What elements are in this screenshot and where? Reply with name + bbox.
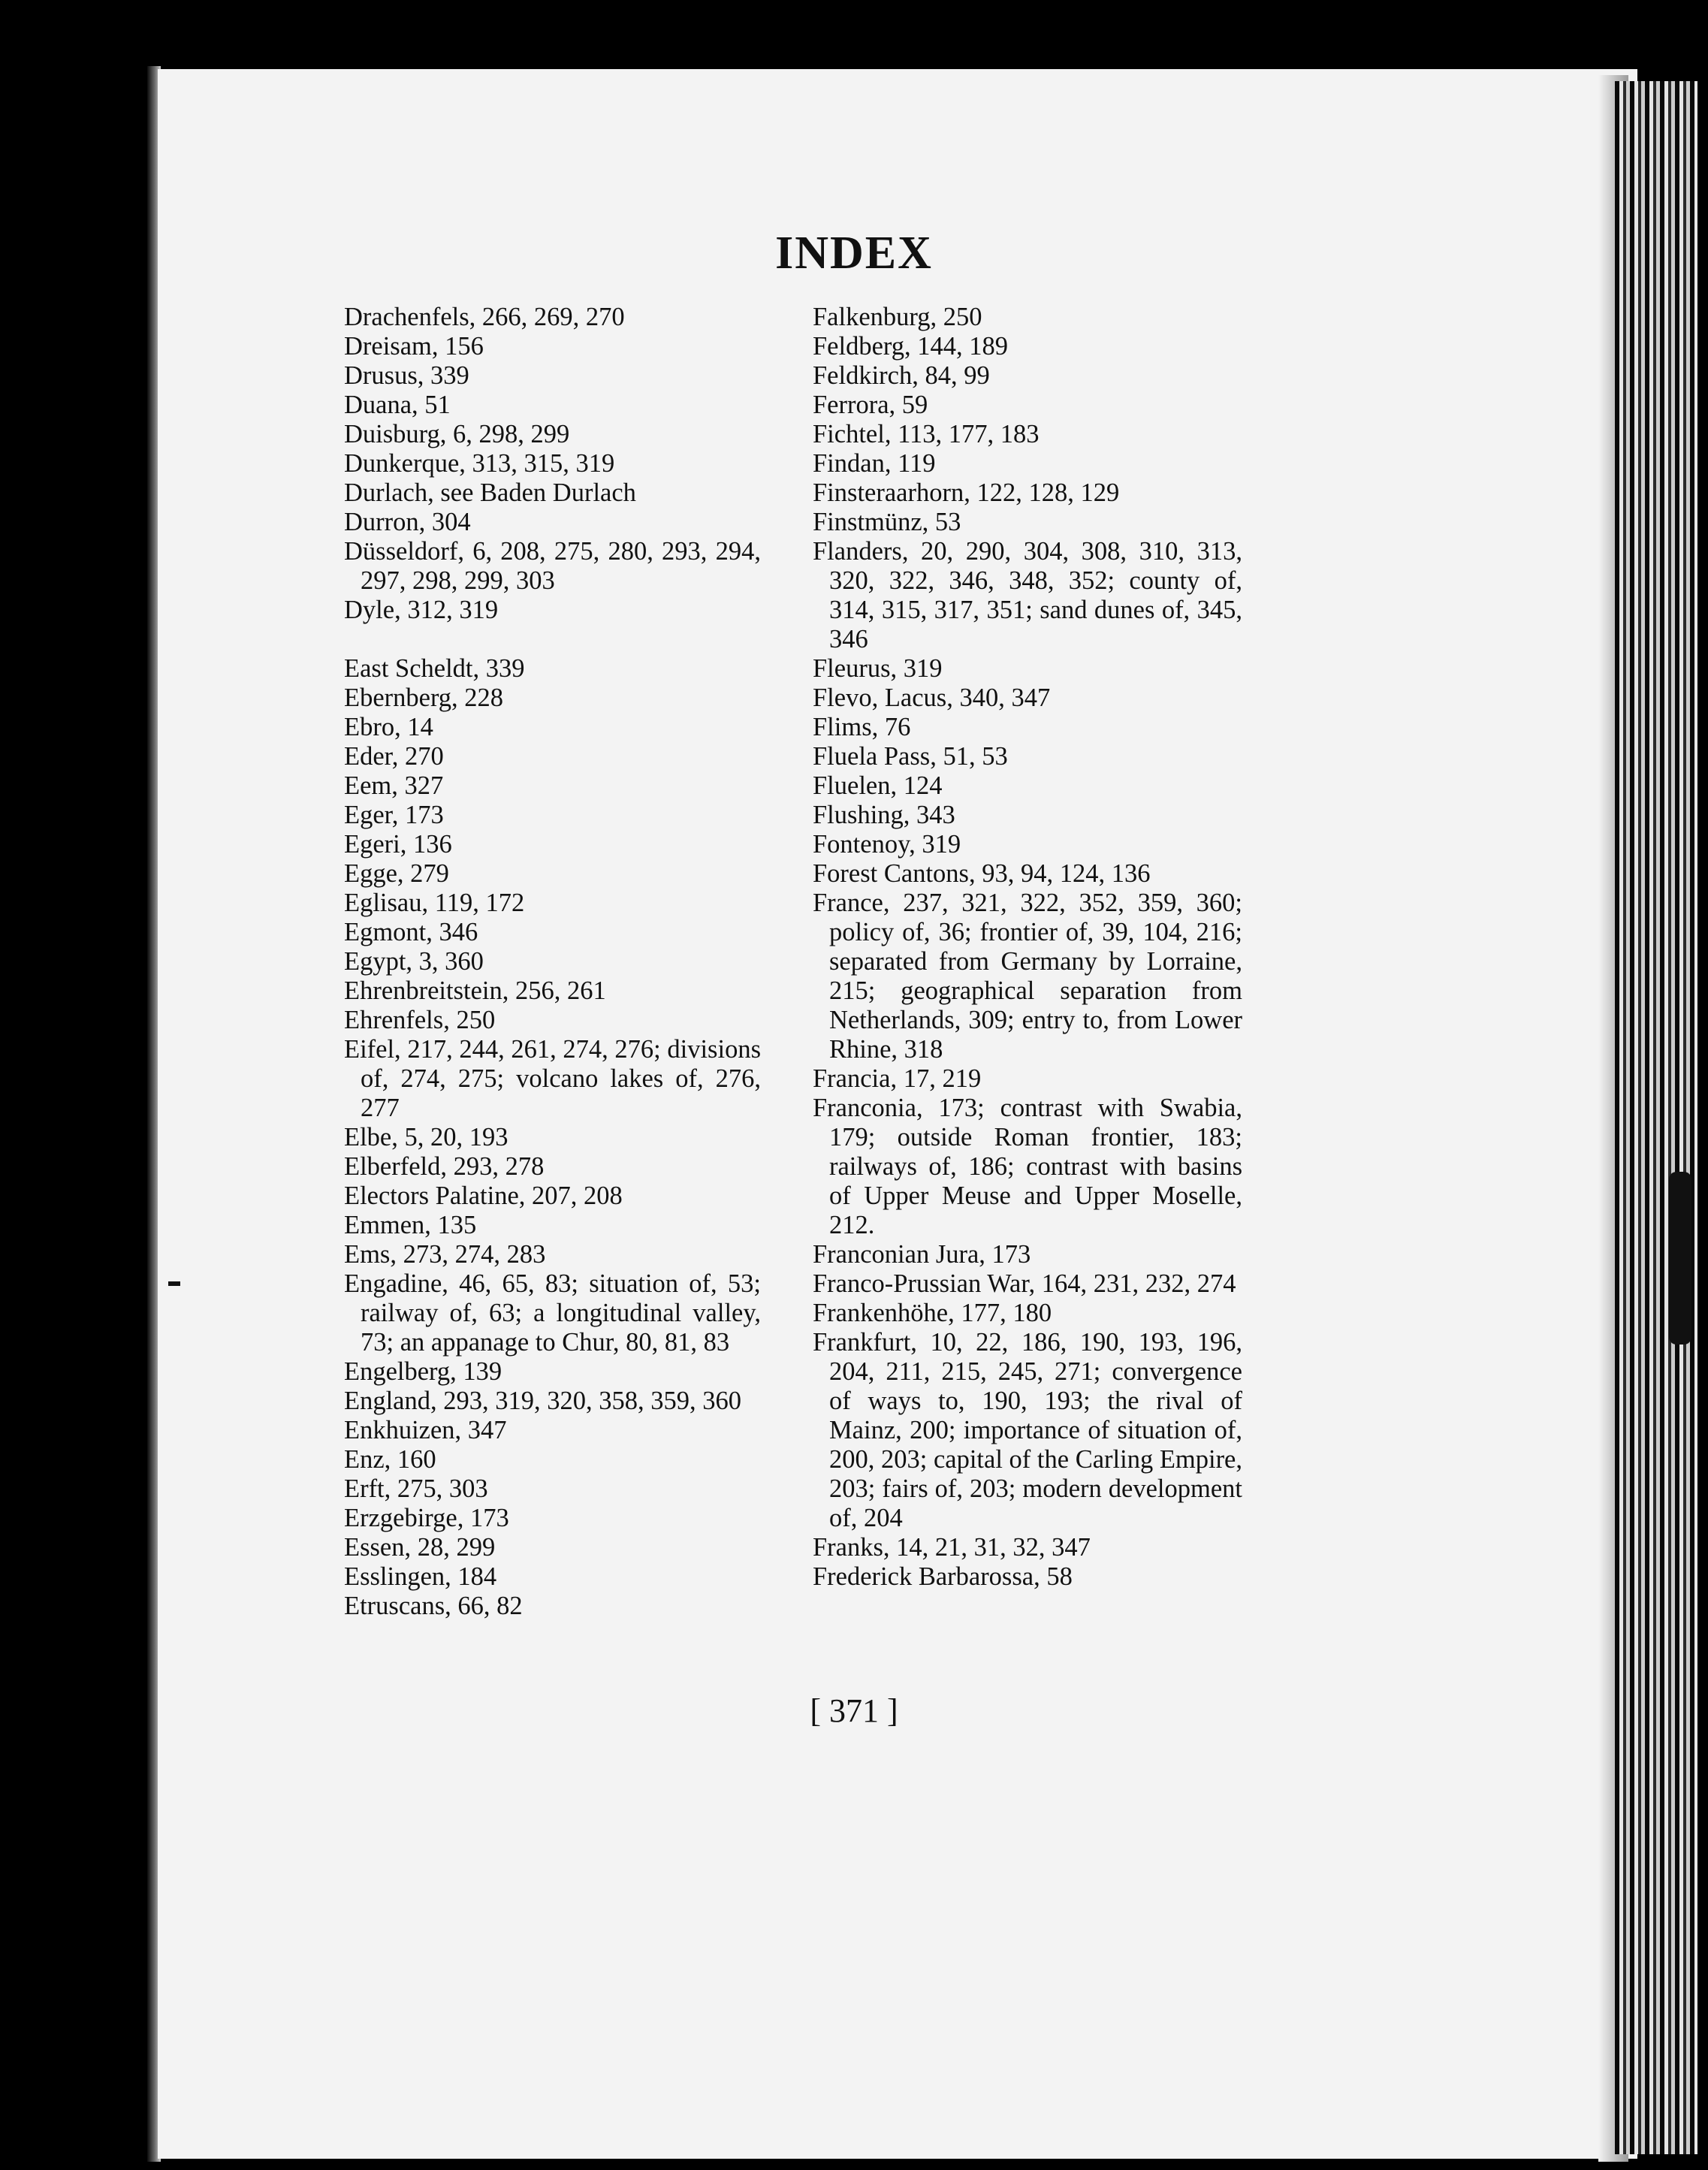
index-entry: Franco-Prussian War, 164, 231, 232, 274 <box>813 1269 1236 1298</box>
index-entry: Eem, 327 <box>344 771 444 800</box>
index-entry: Ferrora, 59 <box>813 391 928 419</box>
index-entry: Eifel, 217, 244, 261, 274, 276; divisions of, 274, 275; volcano lakes of, 276, 277 <box>344 1035 761 1122</box>
index-entry: Forest Cantons, 93, 94, 124, 136 <box>813 859 1151 888</box>
index-entry: Electors Palatine, 207, 208 <box>344 1182 623 1210</box>
index-entry: Ehrenfels, 250 <box>344 1006 496 1034</box>
index-entry: Emmen, 135 <box>344 1211 477 1239</box>
index-entry: Findan, 119 <box>813 449 936 478</box>
index-entry: Fluelen, 124 <box>813 771 943 800</box>
index-entry: Frankfurt, 10, 22, 186, 190, 193, 196, 204, 211, 215, 245, 271; convergence of ways to, 190, 193; the rival of Mainz, 200; importance of situation of, 200, 203; capital of the Carling Empire, 203; fairs of, 203; modern development of, 204 <box>813 1328 1242 1532</box>
index-entry: Egypt, 3, 360 <box>344 947 484 976</box>
index-entry: Falkenburg, 250 <box>813 303 982 331</box>
index-entry: Dreisam, 156 <box>344 332 484 361</box>
index-entry: Erzgebirge, 173 <box>344 1504 509 1532</box>
index-entry: Finstmünz, 53 <box>813 508 961 536</box>
index-entry: Feldkirch, 84, 99 <box>813 361 990 390</box>
index-column-right <box>813 303 1242 1592</box>
index-column-left <box>344 303 761 1621</box>
index-entry: Dunkerque, 313, 315, 319 <box>344 449 615 478</box>
index-entry: Duisburg, 6, 298, 299 <box>344 420 570 448</box>
index-entry: Egmont, 346 <box>344 918 478 946</box>
index-entry: Flanders, 20, 290, 304, 308, 310, 313, 320, 322, 346, 348, 352; county of, 314, 315, 317, 351; sand dunes of, 345, 346 <box>813 537 1242 653</box>
page-number: [ 371 ] <box>810 1692 898 1729</box>
index-entry: Fichtel, 113, 177, 183 <box>813 420 1040 448</box>
index-entry: Flims, 76 <box>813 713 911 741</box>
index-entry: Etruscans, 66, 82 <box>344 1592 523 1620</box>
index-entry: Esslingen, 184 <box>344 1562 497 1591</box>
index-entry: Ebernberg, 228 <box>344 684 504 712</box>
index-entry: Enz, 160 <box>344 1445 436 1474</box>
index-entry: Franconia, 173; contrast with Swabia, 179; outside Roman frontier, 183; railways of, 186; contrast with basins of Upper Meuse and Upper Moselle, 212. <box>813 1094 1242 1239</box>
index-entry: Francia, 17, 219 <box>813 1064 982 1093</box>
index-entry: Engelberg, 139 <box>344 1357 502 1386</box>
index-entry: Ehrenbreitstein, 256, 261 <box>344 976 606 1005</box>
index-entry: Durlach, see Baden Durlach <box>344 478 636 507</box>
page-edges <box>1615 81 1697 2154</box>
index-entry: France, 237, 321, 322, 352, 359, 360; policy of, 36; frontier of, 39, 104, 216; separated from Germany by Lorraine, 215; geographical separation from Netherlands, 309; entry to, from Lower Rhine, 318 <box>813 889 1242 1064</box>
index-entry: Duana, 51 <box>344 391 451 419</box>
index-entry: East Scheldt, 339 <box>344 654 525 683</box>
index-entry: Ebro, 14 <box>344 713 433 741</box>
index-entry: Drusus, 339 <box>344 361 469 390</box>
index-entry: Fleurus, 319 <box>813 654 943 683</box>
index-entry: Frederick Barbarossa, 58 <box>813 1562 1073 1591</box>
margin-mark <box>168 1281 180 1286</box>
index-entry: Eder, 270 <box>344 742 444 771</box>
index-entry: Franconian Jura, 173 <box>813 1240 1031 1269</box>
index-entry: Elberfeld, 293, 278 <box>344 1152 545 1181</box>
index-entry: Dyle, 312, 319 <box>344 596 499 624</box>
index-entry: England, 293, 319, 320, 358, 359, 360 <box>344 1387 741 1415</box>
index-entry: Fontenoy, 319 <box>813 830 961 859</box>
index-entry: Durron, 304 <box>344 508 471 536</box>
index-entry: Flevo, Lacus, 340, 347 <box>813 684 1051 712</box>
index-entry: Engadine, 46, 65, 83; situation of, 53; railway of, 63; a longitudinal valley, 73; an appanage to Chur, 80, 81, 83 <box>344 1269 761 1357</box>
index-entry: Egge, 279 <box>344 859 449 888</box>
page-title: INDEX <box>775 228 933 279</box>
index-entry: Flushing, 343 <box>813 801 955 829</box>
index-entry: Franks, 14, 21, 31, 32, 347 <box>813 1533 1091 1562</box>
index-entry: Drachenfels, 266, 269, 270 <box>344 303 625 331</box>
index-entry: Fluela Pass, 51, 53 <box>813 742 1008 771</box>
index-entry: Finsteraarhorn, 122, 128, 129 <box>813 478 1120 507</box>
index-entry: Frankenhöhe, 177, 180 <box>813 1299 1052 1327</box>
index-entry: Eger, 173 <box>344 801 444 829</box>
index-entry: Enkhuizen, 347 <box>344 1416 507 1444</box>
index-entry: Eglisau, 119, 172 <box>344 889 525 917</box>
index-entry: Erft, 275, 303 <box>344 1474 488 1503</box>
binding-clip <box>1669 1172 1691 1345</box>
index-entry: Feldberg, 144, 189 <box>813 332 1009 361</box>
index-entry: Elbe, 5, 20, 193 <box>344 1123 508 1151</box>
index-entry: Essen, 28, 299 <box>344 1533 496 1562</box>
index-entry: Egeri, 136 <box>344 830 452 859</box>
index-entry: Ems, 273, 274, 283 <box>344 1240 546 1269</box>
index-entry: Düsseldorf, 6, 208, 275, 280, 293, 294, 297, 298, 299, 303 <box>344 537 761 595</box>
